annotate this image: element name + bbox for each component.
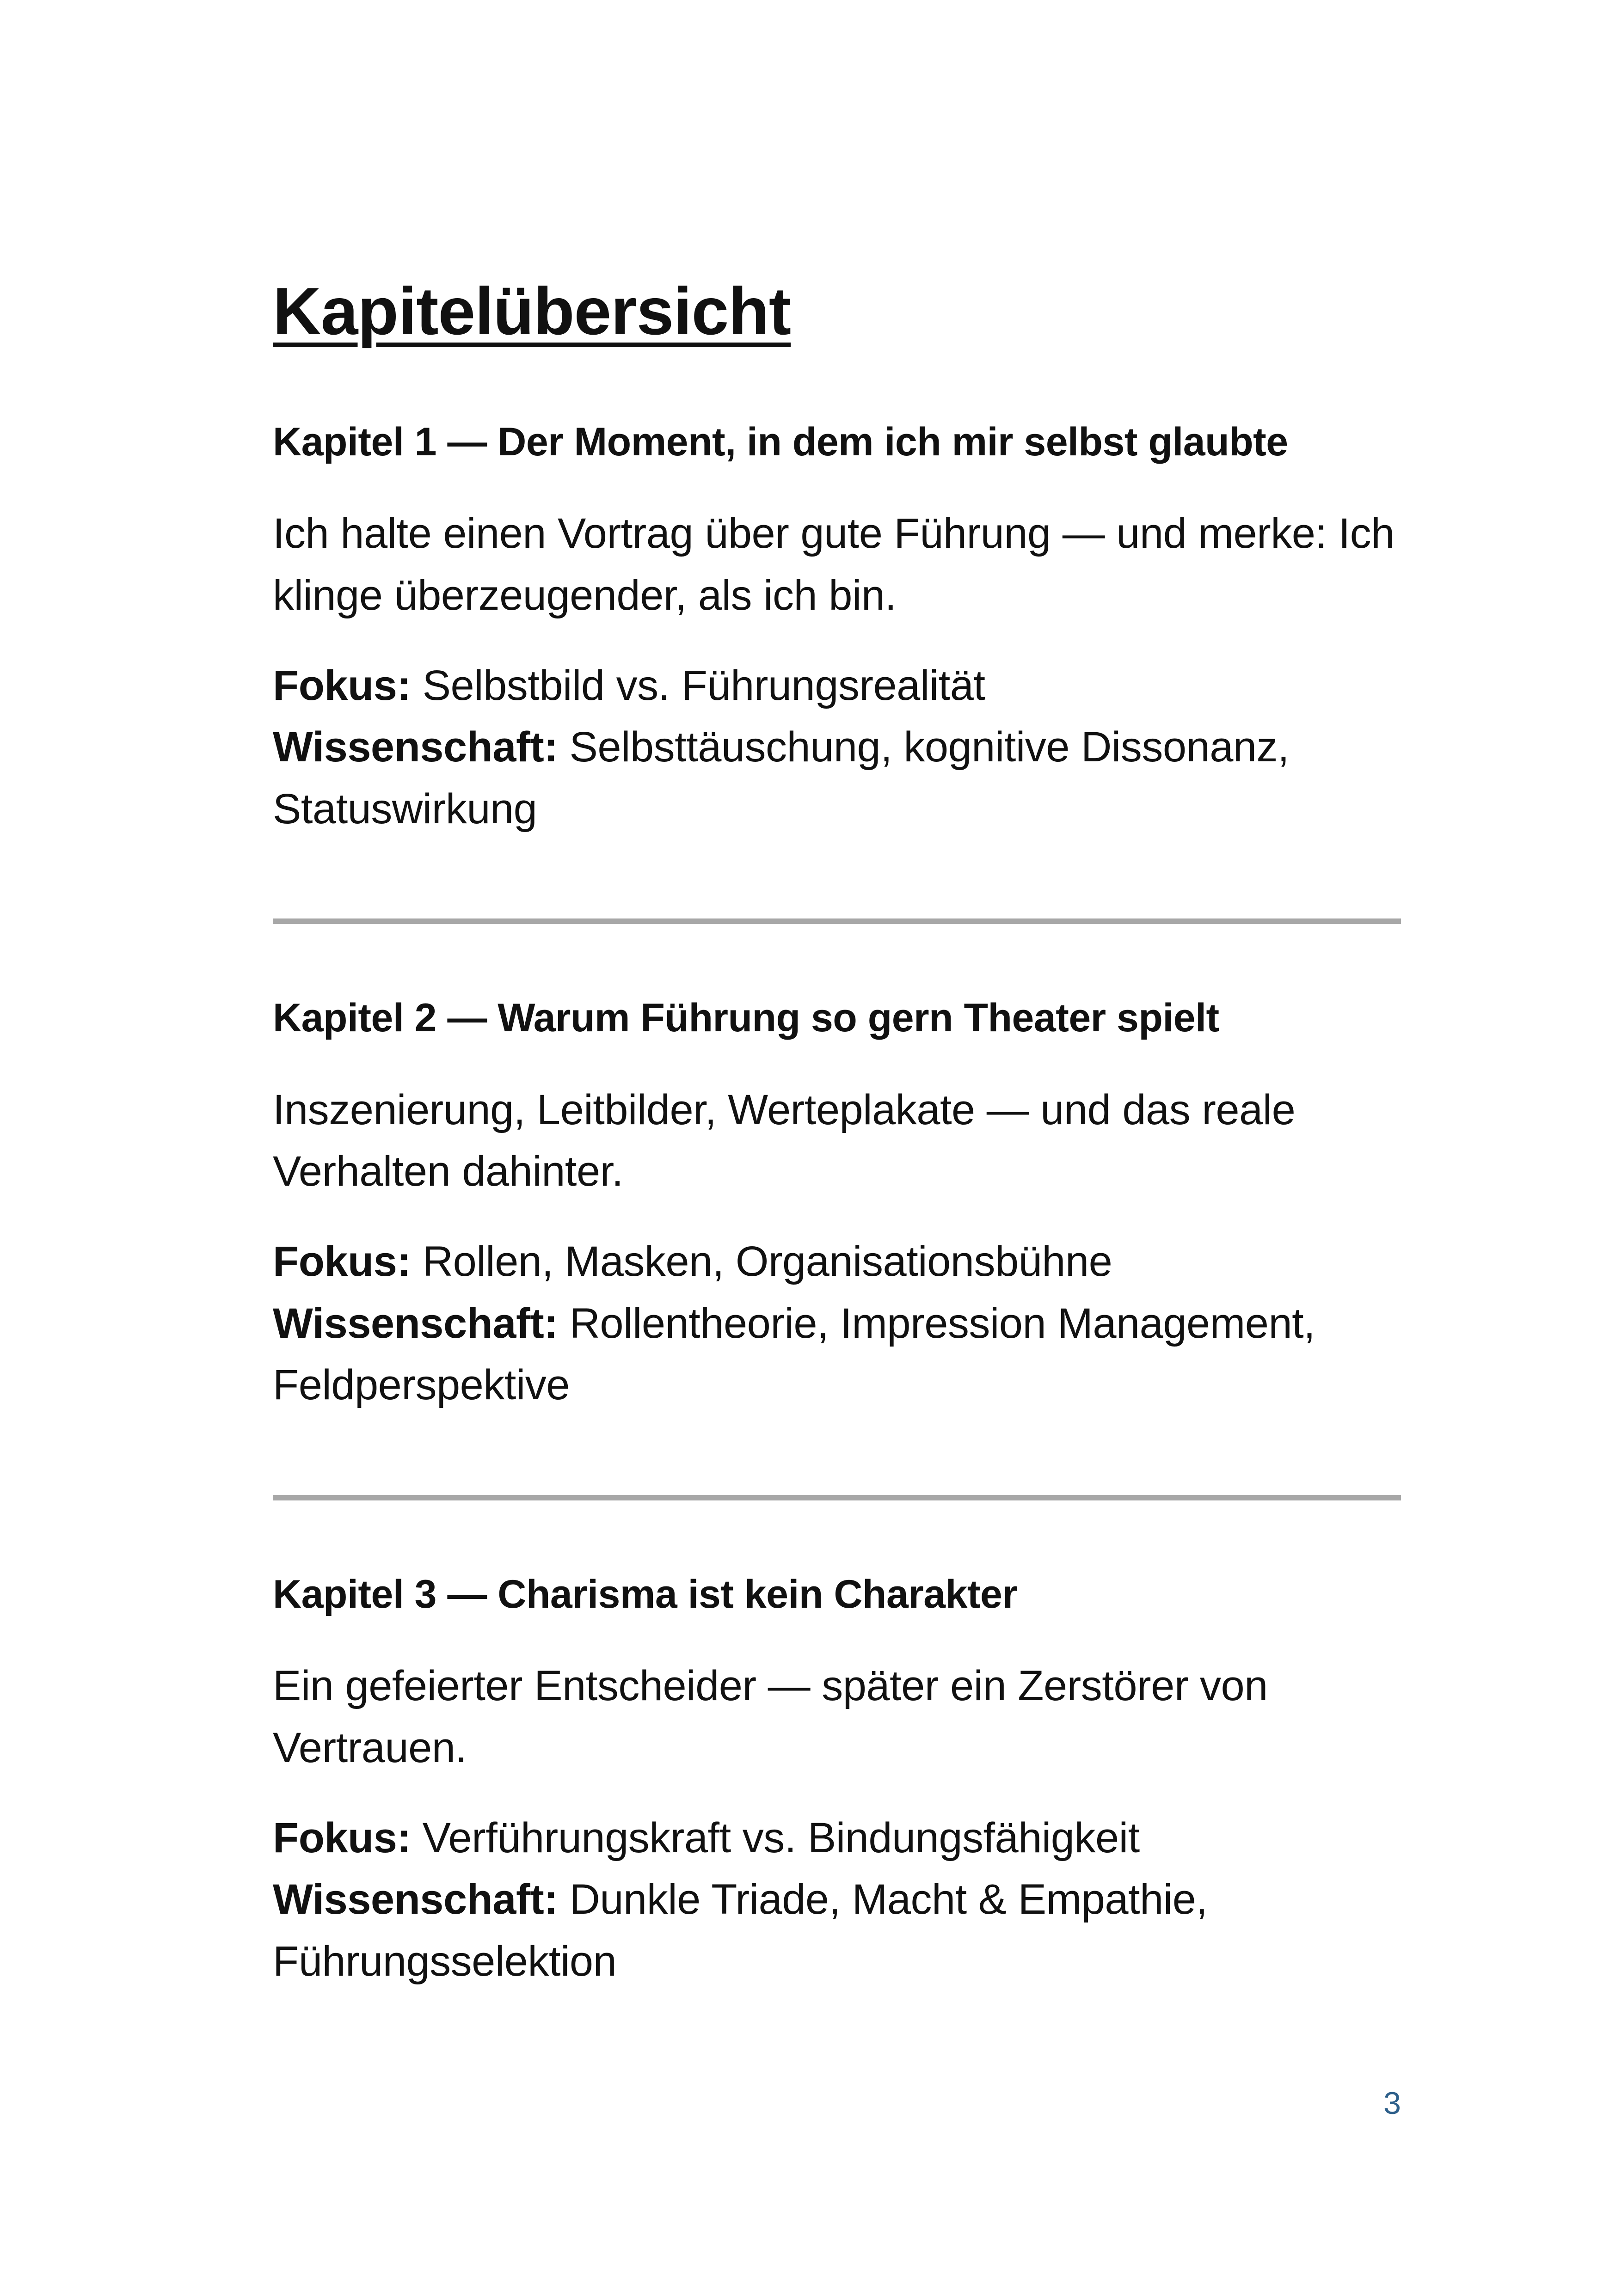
chapter-description: Ich halte einen Vortrag über gute Führung — und merke: Ich klinge überzeugender, als ich bin.	[273, 510, 1395, 619]
focus-label: Fokus:	[273, 1238, 411, 1286]
chapter-section-1	[273, 417, 1401, 840]
page-title: Kapitelübersicht	[273, 274, 791, 349]
focus-label: Fokus:	[273, 662, 411, 710]
focus-text: Verführungskraft vs. Bindungsfähigkeit	[411, 1814, 1140, 1861]
chapter-heading: Kapitel 3 — Charisma ist kein Charakter	[273, 1572, 1018, 1616]
science-label: Wissenschaft:	[273, 723, 558, 771]
science-label: Wissenschaft:	[273, 1299, 558, 1347]
chapter-focus	[273, 655, 1401, 716]
section-divider	[273, 1495, 1401, 1500]
focus-label: Fokus:	[273, 1814, 411, 1861]
science-text: Rollentheorie, Impression Management, Feldperspektive	[273, 1299, 1315, 1409]
chapter-description: Inszenierung, Leitbilder, Werteplakate — und das reale Verhalten dahinter.	[273, 1086, 1296, 1195]
focus-text: Selbstbild vs. Führungsrealität	[411, 662, 985, 710]
section-divider	[273, 918, 1401, 924]
chapter-description: Ein gefeierter Entscheider — später ein Zerstörer von Vertrauen.	[273, 1662, 1268, 1771]
focus-text: Rollen, Masken, Organisationsbühne	[411, 1238, 1112, 1286]
chapter-science	[273, 716, 1401, 840]
science-text: Dunkle Triade, Macht & Empathie, Führungsselektion	[273, 1876, 1208, 1985]
chapter-heading: Kapitel 2 — Warum Führung so gern Theater spielt	[273, 996, 1219, 1041]
chapter-section-3	[273, 1570, 1401, 1992]
page-content	[273, 273, 1401, 1992]
chapter-heading: Kapitel 1 — Der Moment, in dem ich mir selbst glaubte	[273, 419, 1288, 464]
chapter-focus	[273, 1231, 1401, 1292]
science-label: Wissenschaft:	[273, 1876, 558, 1923]
chapter-science	[273, 1293, 1401, 1416]
chapter-science	[273, 1869, 1401, 1992]
chapter-focus	[273, 1807, 1401, 1869]
science-text: Selbsttäuschung, kognitive Dissonanz, Statuswirkung	[273, 723, 1290, 833]
page-number: 3	[1383, 2086, 1401, 2121]
chapter-section-2	[273, 993, 1401, 1416]
